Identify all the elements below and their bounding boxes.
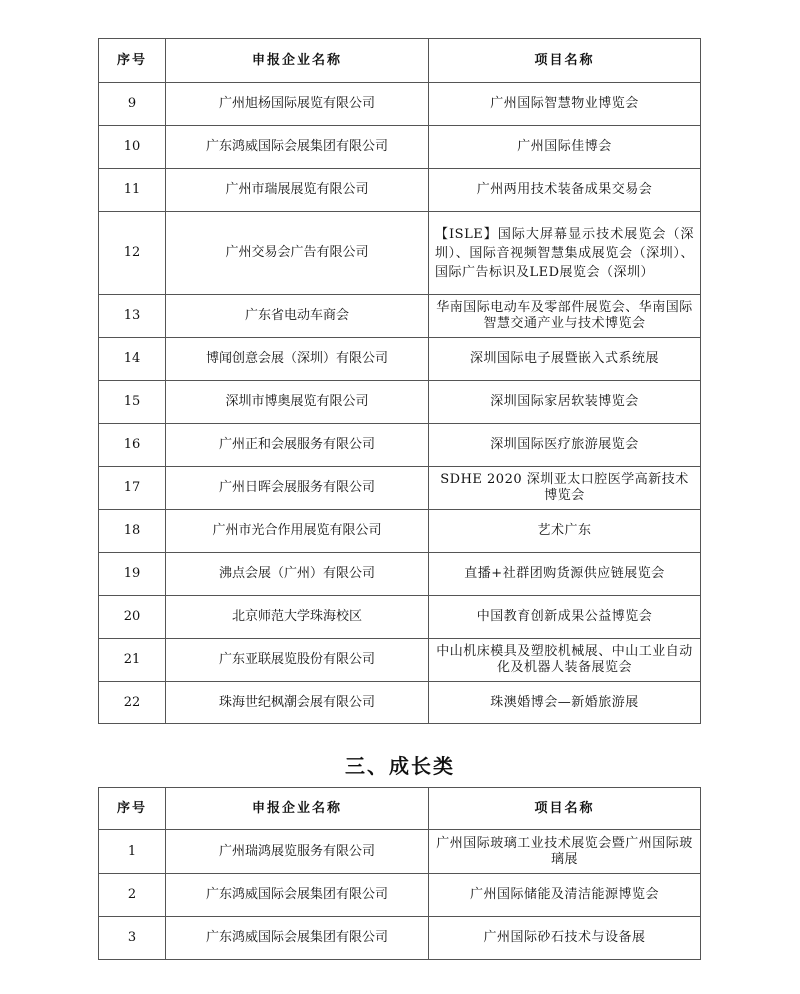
cell-no: 2 [99, 874, 166, 917]
cell-company: 广州正和会展服务有限公司 [166, 424, 429, 467]
header-company: 申报企业名称 [166, 39, 429, 83]
header-project: 项目名称 [429, 788, 701, 830]
cell-project: 深圳国际家居软装博览会 [429, 381, 701, 424]
header-project: 项目名称 [429, 39, 701, 83]
cell-company: 广州日晖会展服务有限公司 [166, 467, 429, 510]
table-row [99, 874, 701, 917]
cell-company: 博闻创意会展（深圳）有限公司 [166, 338, 429, 381]
cell-no: 14 [99, 338, 166, 381]
cell-no: 22 [99, 682, 166, 724]
table-row [99, 83, 701, 126]
cell-company: 沸点会展（广州）有限公司 [166, 553, 429, 596]
cell-project: 中国教育创新成果公益博览会 [429, 596, 701, 639]
cell-no: 15 [99, 381, 166, 424]
cell-company: 广东亚联展览股份有限公司 [166, 639, 429, 682]
growth-category-table [98, 787, 701, 960]
cell-company: 广州市瑞展展览有限公司 [166, 169, 429, 212]
cell-no: 18 [99, 510, 166, 553]
cell-no: 20 [99, 596, 166, 639]
table-row [99, 467, 701, 510]
cell-no: 11 [99, 169, 166, 212]
table-row [99, 510, 701, 553]
cell-no: 13 [99, 295, 166, 338]
table-row [99, 295, 701, 338]
table-row [99, 639, 701, 682]
cell-project: 中山机床模具及塑胶机械展、中山工业自动化及机器人装备展览会 [429, 639, 701, 682]
cell-company: 广东省电动车商会 [166, 295, 429, 338]
cell-project: 广州国际储能及清洁能源博览会 [429, 874, 701, 917]
exhibition-table-continued [98, 38, 701, 724]
cell-no: 1 [99, 830, 166, 874]
table-row [99, 596, 701, 639]
cell-no: 3 [99, 917, 166, 960]
table-row [99, 126, 701, 169]
header-no: 序号 [99, 39, 166, 83]
table-row [99, 682, 701, 724]
header-company: 申报企业名称 [166, 788, 429, 830]
cell-project: 广州两用技术装备成果交易会 [429, 169, 701, 212]
cell-project: 珠澳婚博会—新婚旅游展 [429, 682, 701, 724]
section-title-growth: 三、成长类 [345, 754, 455, 778]
cell-no: 17 [99, 467, 166, 510]
table-row [99, 212, 701, 295]
cell-company: 北京师范大学珠海校区 [166, 596, 429, 639]
cell-no: 9 [99, 83, 166, 126]
table-header-row [99, 788, 701, 830]
cell-company: 广东鸿威国际会展集团有限公司 [166, 126, 429, 169]
cell-project: 广州国际砂石技术与设备展 [429, 917, 701, 960]
cell-company: 深圳市博奥展览有限公司 [166, 381, 429, 424]
cell-company: 广州瑞鸿展览服务有限公司 [166, 830, 429, 874]
table-row [99, 381, 701, 424]
table-row [99, 553, 701, 596]
header-no: 序号 [99, 788, 166, 830]
cell-no: 19 [99, 553, 166, 596]
cell-company: 广州旭杨国际展览有限公司 [166, 83, 429, 126]
table-row [99, 917, 701, 960]
table-row [99, 424, 701, 467]
table-row [99, 830, 701, 874]
table-row [99, 338, 701, 381]
cell-project: SDHE 2020 深圳亚太口腔医学高新技术博览会 [429, 467, 701, 510]
cell-company: 广州市光合作用展览有限公司 [166, 510, 429, 553]
cell-project: 艺术广东 [429, 510, 701, 553]
cell-company: 广州交易会广告有限公司 [166, 212, 429, 295]
table-row [99, 169, 701, 212]
cell-project: 广州国际佳博会 [429, 126, 701, 169]
cell-project: 直播+社群团购货源供应链展览会 [429, 553, 701, 596]
cell-company: 广东鸿威国际会展集团有限公司 [166, 917, 429, 960]
cell-project: 广州国际玻璃工业技术展览会暨广州国际玻璃展 [429, 830, 701, 874]
cell-project: 深圳国际电子展暨嵌入式系统展 [429, 338, 701, 381]
cell-company: 珠海世纪枫潮会展有限公司 [166, 682, 429, 724]
cell-project: 华南国际电动车及零部件展览会、华南国际智慧交通产业与技术博览会 [429, 295, 701, 338]
cell-no: 12 [99, 212, 166, 295]
table-header-row [99, 39, 701, 83]
cell-no: 10 [99, 126, 166, 169]
cell-company: 广东鸿威国际会展集团有限公司 [166, 874, 429, 917]
cell-no: 16 [99, 424, 166, 467]
cell-project: 广州国际智慧物业博览会 [429, 83, 701, 126]
cell-project: 【ISLE】国际大屏幕显示技术展览会（深圳）、国际音视频智慧集成展览会（深圳）、国际广告标识及LED展览会（深圳） [429, 212, 701, 295]
cell-no: 21 [99, 639, 166, 682]
cell-project: 深圳国际医疗旅游展览会 [429, 424, 701, 467]
